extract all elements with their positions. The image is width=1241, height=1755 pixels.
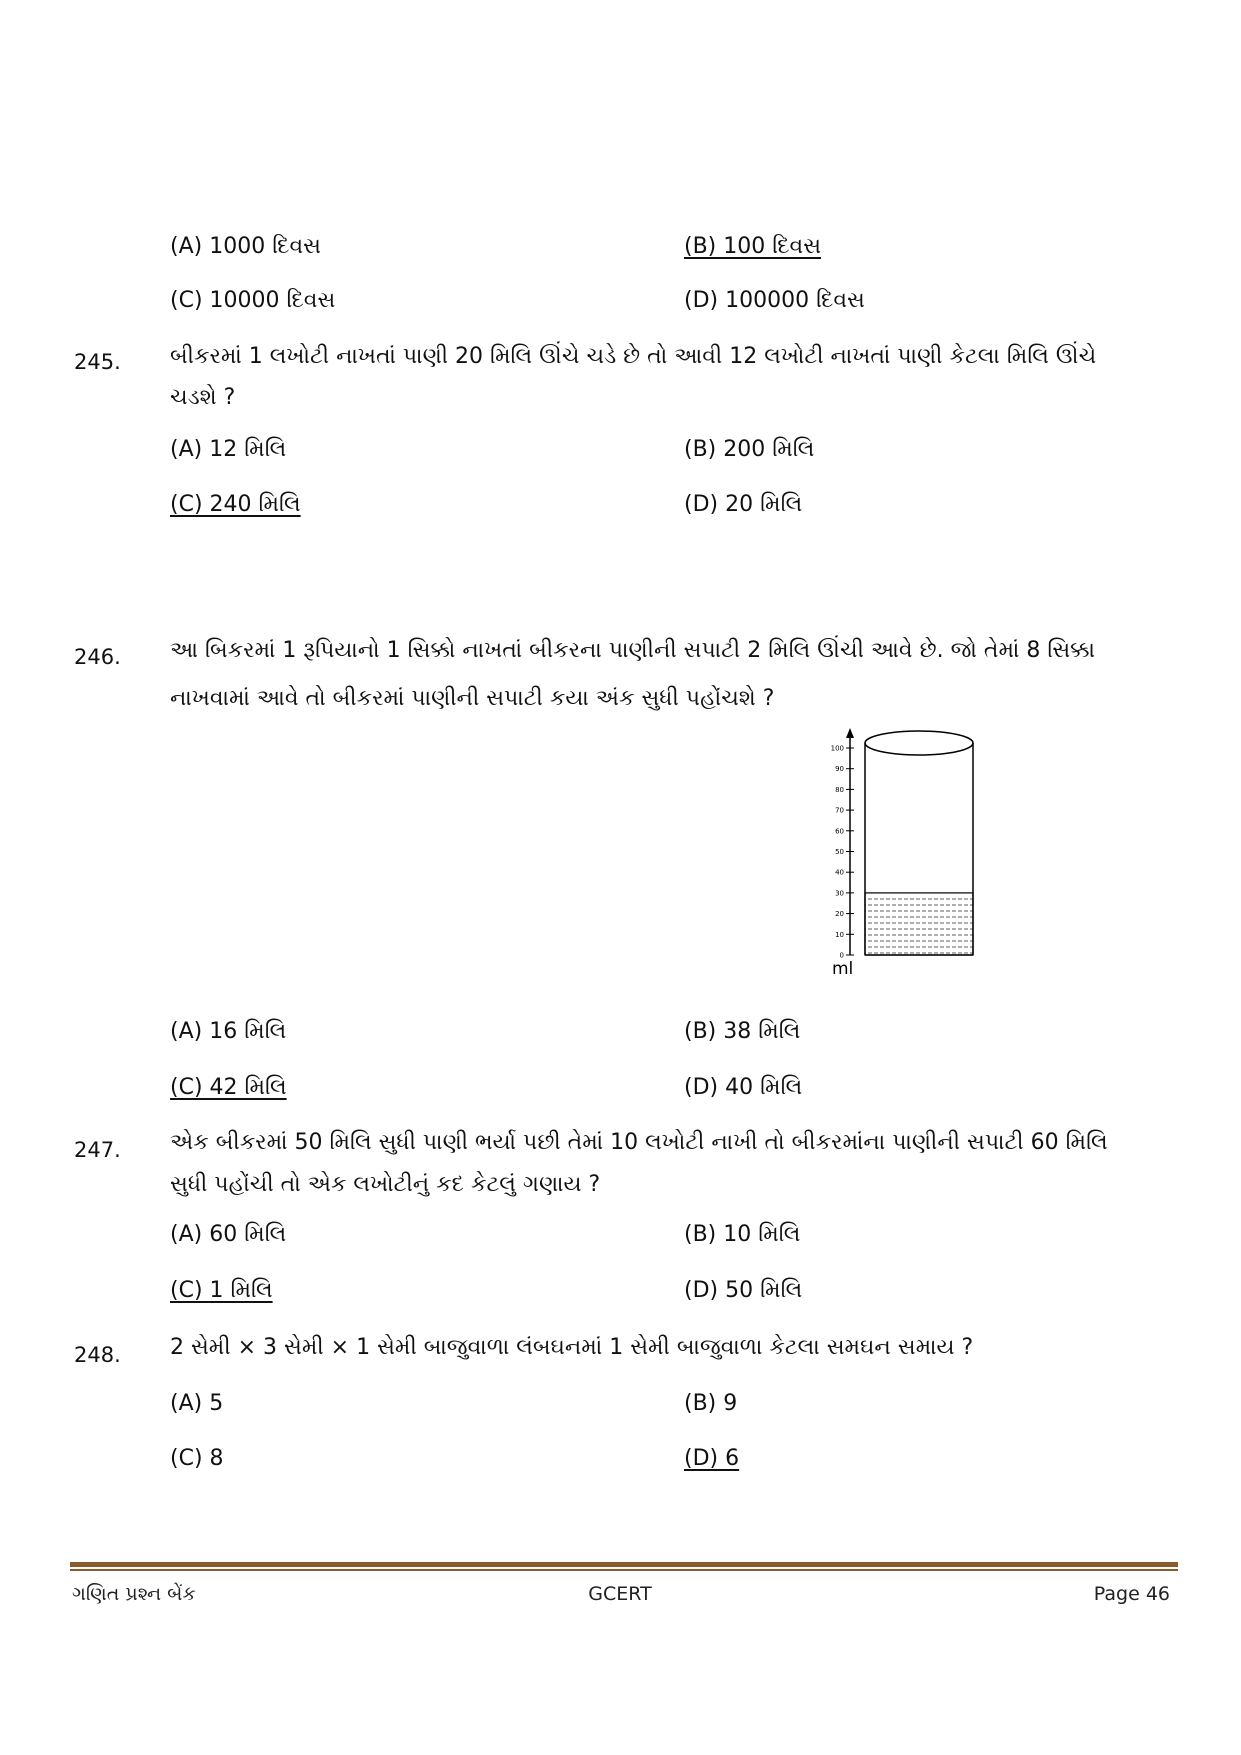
option-a: (A) 16 મિલિ [170,1019,287,1044]
question-text: 2 સેમી × 3 સેમી × 1 સેમી બાજુવાળા લંબઘનમાં 1 સેમી બાજુવાળા કેટલા સમઘન સમાય ? [170,1335,974,1360]
option-b: (B) 10 મિલિ [684,1222,801,1247]
option-d-correct: (D) 6 [684,1446,740,1471]
question-number: 246. [74,645,121,669]
option-c-correct: (C) 1 મિલિ [170,1278,273,1303]
scale-tick-label: 100 [830,744,844,753]
footer-title: ગણિત પ્રશ્ન બેંક [72,1583,196,1605]
beaker [865,731,973,955]
question-text: આ બિકરમાં 1 રૂપિયાનો 1 સિક્કો નાખતાં બીકરના પાણીની સપાટી 2 મિલિ ઊંચી આવે છે. જો તેમાં 8 સિક્કા [170,638,1095,663]
question-number: 245. [74,350,121,374]
option-c-correct: (C) 42 મિલિ [170,1075,287,1100]
scale-tick-label: 70 [835,806,844,815]
scale-tick-label: 10 [835,930,844,939]
beaker-diagram [820,728,980,982]
footer-rule [70,1562,1178,1567]
beaker-rim [865,731,973,755]
page-number: Page 46 [1093,1583,1170,1605]
option-c: (C) 8 [170,1446,224,1471]
question-number: 247. [74,1138,121,1162]
scale-tick-label: 0 [839,951,844,960]
scale-tick-label: 60 [835,827,844,836]
option-a: (A) 60 મિલિ [170,1222,287,1247]
option-c-correct: (C) 240 મિલિ [170,492,301,517]
option-c: (C) 10000 દિવસ [170,288,336,313]
scale-tick-label: 20 [835,910,844,919]
footer-publisher: GCERT [588,1583,652,1605]
scale-tick-label: 30 [835,889,844,898]
water [865,893,973,955]
option-a: (A) 1000 દિવસ [170,234,321,259]
question-text: સુધી પહોંચી તો એક લખોટીનું કદ કેટલું ગણાય ? [170,1172,601,1197]
option-d: (D) 100000 દિવસ [684,288,865,313]
option-b-correct: (B) 100 દિવસ [684,234,822,259]
option-b: (B) 9 [684,1391,738,1416]
unit-label: ml [832,959,854,979]
footer-rule-thin [70,1569,1178,1571]
question-text: બીકરમાં 1 લખોટી નાખતાં પાણી 20 મિલિ ઊંચે ચડે છે તો આવી 12 લખોટી નાખતાં પાણી કેટલા મિલિ ઊંચે [170,344,1097,369]
option-d: (D) 20 મિલિ [684,492,803,517]
scale-arrow [846,728,854,738]
scale-tick-label: 90 [835,765,844,774]
option-d: (D) 40 મિલિ [684,1075,803,1100]
question-text: એક બીકરમાં 50 મિલિ સુધી પાણી ભર્યા પછી તેમાં 10 લખોટી નાખી તો બીકરમાંના પાણીની સપાટી 60 મિલિ [170,1130,1108,1155]
question-number: 248. [74,1343,121,1367]
scale-tick-label: 50 [835,848,844,856]
option-a: (A) 5 [170,1391,224,1416]
question-text: ચડશે ? [170,385,236,410]
scale-tick-label: 40 [835,868,844,877]
option-b: (B) 200 મિલિ [684,437,815,462]
option-b: (B) 38 મિલિ [684,1019,801,1044]
scale-tick-label: 80 [835,785,844,794]
option-a: (A) 12 મિલિ [170,437,287,462]
option-d: (D) 50 મિલિ [684,1278,803,1303]
question-text: નાખવામાં આવે તો બીકરમાં પાણીની સપાટી કયા અંક સુધી પહોંચશે ? [170,686,775,711]
